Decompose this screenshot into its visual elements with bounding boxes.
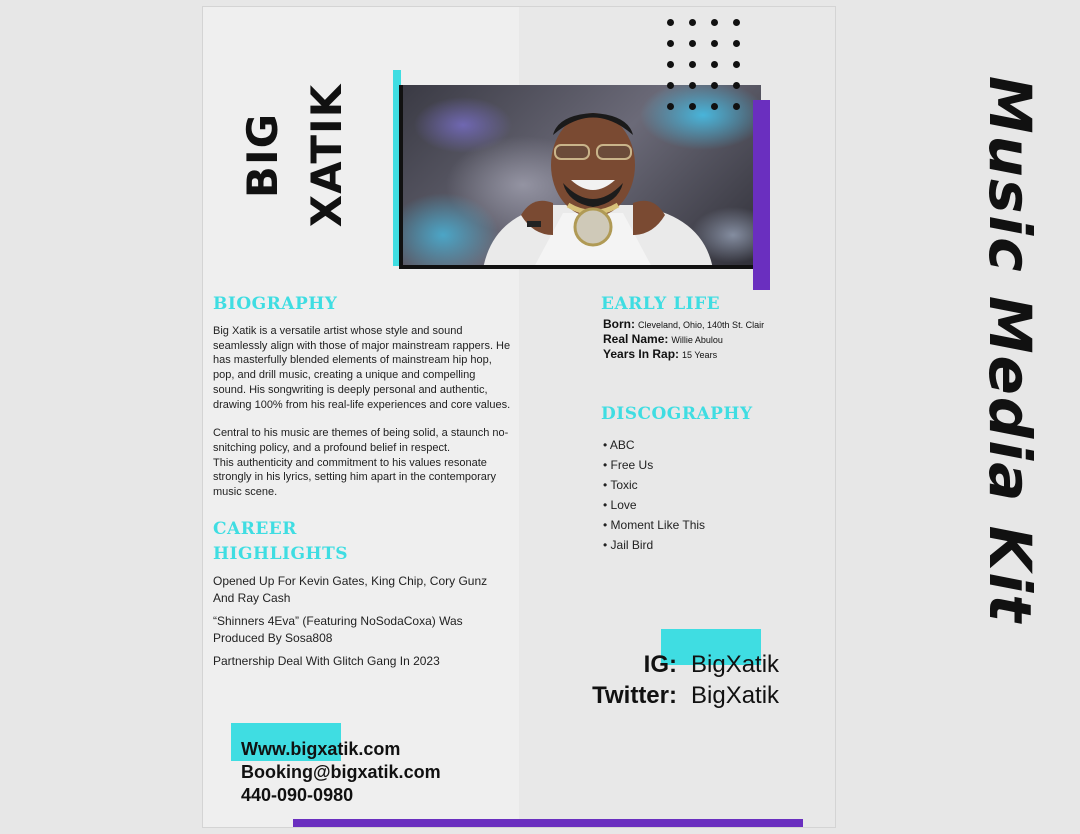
decorative-dot-grid [667, 19, 741, 110]
biography-paragraph-3: This authenticity and commitment to his values resonate strongly in his lyrics, setting him apart in the contemporary music scene. [213, 456, 497, 499]
discography-item: • Love [603, 495, 705, 515]
career-heading: CAREER HIGHLIGHTS [213, 519, 349, 564]
artist-portrait-illustration [403, 85, 761, 269]
discography-item: • Free Us [603, 455, 705, 475]
website-link[interactable]: Www.bigxatik.com [241, 739, 401, 759]
discography-item: • Jail Bird [603, 535, 705, 555]
twitter-row [563, 680, 789, 711]
biography-text [213, 324, 511, 500]
booking-email-link[interactable]: Booking@bigxatik.com [241, 762, 441, 782]
real-name-row: Real Name: Willie Abulou [603, 332, 723, 346]
twitter-label: Twitter: [592, 682, 677, 709]
discography-item: • Toxic [603, 475, 705, 495]
biography-heading: BIOGRAPHY [213, 294, 338, 314]
bottom-accent-purple [293, 819, 803, 828]
career-item: Partnership Deal With Glitch Gang In 2023 [213, 654, 440, 668]
photo-accent-purple [753, 100, 770, 290]
media-kit-title: Music Media Kit [976, 75, 1045, 625]
phone-number[interactable]: 440-090-0980 [241, 785, 354, 805]
career-item: Opened Up For Kevin Gates, King Chip, Cory Gunz And Ray Cash [213, 574, 488, 605]
years-in-rap-row: Years In Rap: 15 Years [603, 347, 718, 361]
biography-paragraph-2: Central to his music are themes of being solid, a staunch no-snitching policy, and a profound belief in respect. [213, 427, 509, 454]
biography-paragraph-1: Big Xatik is a versatile artist whose style and sound seamlessly align with those of major mainstream rappers. He has masterfully blended elements of mainstream hip hop, pop, and drill music, creating a unique and compelling sound. His songwriting is deeply personal and authentic, drawing 100% from his real-life experiences and core values. [213, 325, 511, 411]
career-item: “Shinners 4Eva” (Featuring NoSodaCoxa) Was Produced By Sosa808 [213, 614, 463, 645]
instagram-row [563, 649, 789, 680]
discography-item: • Moment Like This [603, 515, 705, 535]
discography-list [603, 435, 705, 555]
early-life-details [603, 317, 764, 362]
instagram-handle[interactable]: BigXatik [691, 651, 780, 678]
artist-photo [399, 85, 761, 269]
born-row: Born: Cleveland, Ohio, 140th St. Clair [603, 317, 765, 331]
early-life-heading: EARLY LIFE [601, 294, 721, 314]
artist-name-line2: XATIK [302, 83, 352, 227]
media-kit-page [202, 6, 836, 828]
artist-name-line1: BIG [238, 112, 288, 198]
discography-heading: DISCOGRAPHY [601, 404, 753, 424]
twitter-handle[interactable]: BigXatik [691, 682, 780, 709]
contact-info [241, 738, 441, 807]
career-list [213, 573, 503, 676]
instagram-label: IG: [643, 651, 677, 678]
discography-item: • ABC [603, 435, 705, 455]
social-handles [563, 649, 789, 711]
